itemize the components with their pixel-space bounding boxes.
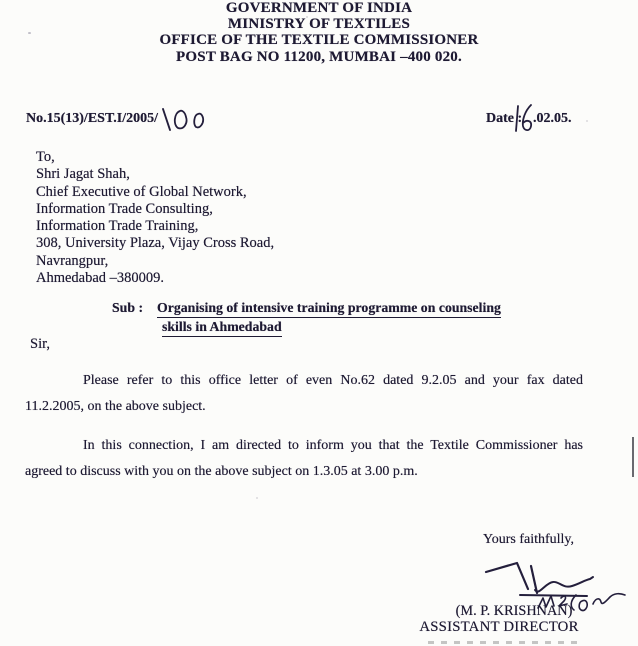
body-paragraph-1 xyxy=(25,368,583,420)
addressee-org-2: Information Trade Training, xyxy=(36,218,199,235)
scan-speck xyxy=(306,16,308,18)
valediction: Yours faithfully, xyxy=(483,532,575,547)
paragraph-1-line-2: 11.2.2005, on the above subject. xyxy=(25,398,206,414)
scan-edge-artifact xyxy=(632,437,634,477)
addressee-to: To, xyxy=(36,149,55,165)
addressee-street: 308, University Plaza, Vijay Cross Road, xyxy=(36,235,275,252)
paragraph-2-line-2: agreed to discuss with you on the above subject on 1.3.05 at 3.00 p.m. xyxy=(25,463,418,479)
scan-bleed-artifact xyxy=(428,641,578,644)
paragraph-1-line-1: Please refer to this office letter of even No.62 dated 9.2.05 and your fax dated xyxy=(83,373,583,388)
scan-speck xyxy=(586,120,588,122)
addressee-city: Ahmedabad –380009. xyxy=(36,270,165,287)
date-label: Date : xyxy=(486,111,523,126)
signatory-title: ASSISTANT DIRECTOR xyxy=(419,619,579,635)
body-paragraph-2 xyxy=(25,433,583,485)
signatory-name: (M. P. KRISHNAN) xyxy=(455,603,573,619)
letterhead-line-2: MINISTRY OF TEXTILES xyxy=(227,16,411,33)
scan-speck xyxy=(28,32,31,34)
paragraph-2-line-1: In this connection, I am directed to inform you that the Textile Commissioner has xyxy=(83,438,583,453)
salutation: Sir, xyxy=(30,336,50,352)
addressee-block xyxy=(36,149,274,287)
scan-speck xyxy=(256,497,258,499)
date-value: .02.05. xyxy=(533,111,572,126)
addressee-locality: Navrangpur, xyxy=(36,252,109,269)
subject-label: Sub : xyxy=(112,300,144,315)
handwritten-serial-number xyxy=(155,105,209,135)
letterhead xyxy=(0,0,638,65)
addressee-name: Shri Jagat Shah, xyxy=(36,166,130,183)
subject-line-1: Organising of intensive training programme on counseling xyxy=(157,300,501,318)
subject-line-2: skills in Ahmedabad xyxy=(162,319,282,337)
letterhead-line-1: GOVERNMENT OF INDIA xyxy=(225,0,413,16)
letterhead-line-3: OFFICE OF THE TEXTILE COMMISSIONER xyxy=(159,32,479,49)
reference-number: No.15(13)/EST.I/2005/ xyxy=(26,111,158,126)
addressee-org-1: Information Trade Consulting, xyxy=(36,200,213,217)
addressee-designation: Chief Executive of Global Network, xyxy=(36,183,247,200)
letterhead-line-4: POST BAG NO 11200, MUMBAI –400 020. xyxy=(176,48,462,65)
